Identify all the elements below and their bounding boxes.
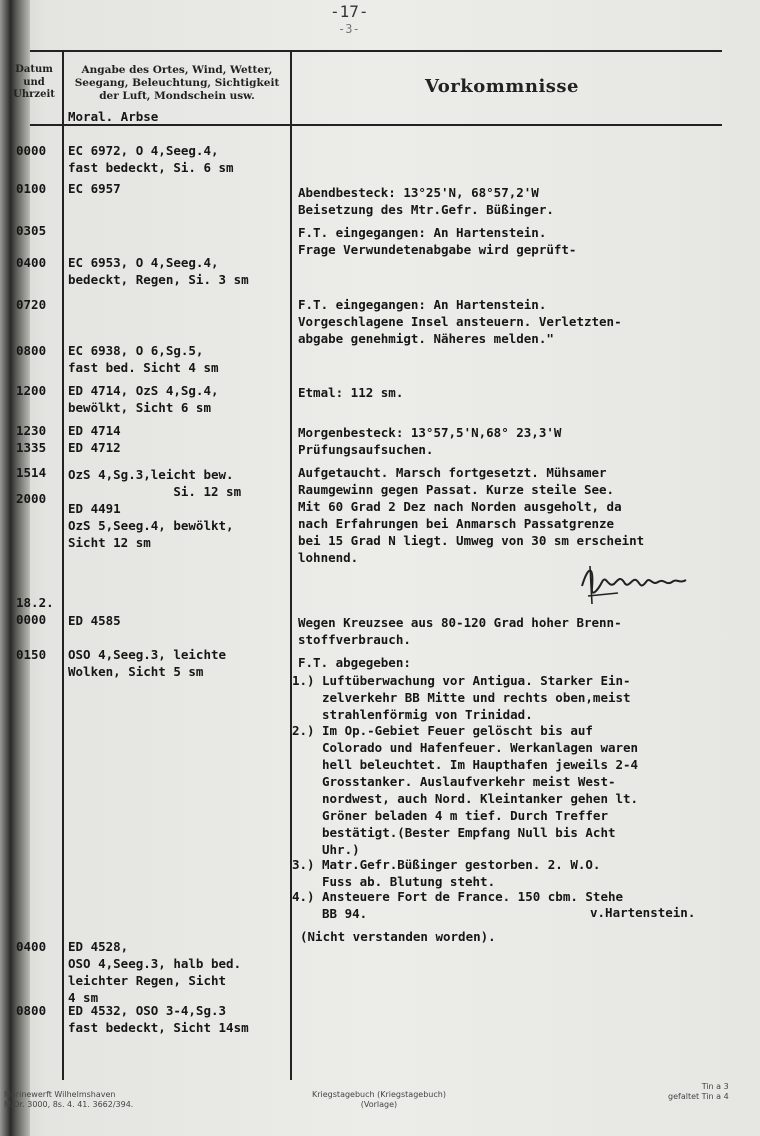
ft-item-text: Matr.Gefr.Büßinger gestorben. 2. W.O. Fuss ab. Blutung steht.	[322, 857, 601, 889]
entry-place: ED 4714, OzS 4,Sg.4, bewölkt, Sicht 6 sm	[68, 383, 219, 415]
entry-time: 1335	[16, 440, 47, 455]
ft-note: (Nicht verstanden worden).	[300, 929, 496, 944]
entry-event: Wegen Kreuzsee aus 80-120 Grad hoher Brenn- stoffverbrauch.	[298, 615, 622, 647]
entry-time: 0150	[16, 647, 47, 662]
entry-place: ED 4532, OSO 3-4,Sg.3 fast bedeckt, Sicht 14sm	[68, 1003, 249, 1035]
entry-time: 0400	[16, 939, 47, 954]
entry-place: ED 4491 OzS 5,Seeg.4, bewölkt, Sicht 12 sm	[68, 501, 234, 550]
entry-time: 0400	[16, 255, 47, 270]
entry-place: ED 4585	[68, 613, 121, 628]
entry-event: F.T. eingegangen: An Hartenstein. Vorgeschlagene Insel ansteuern. Verletzten- abgabe genehmigt. Näheres melden."	[298, 297, 622, 346]
entry-place: EC 6957	[68, 181, 121, 196]
column-divider-1	[62, 50, 64, 1080]
entry-place: EC 6938, O 6,Sg.5, fast bed. Sicht 4 sm	[68, 343, 219, 375]
ft-item-number: 4.)	[292, 889, 315, 904]
entry-event: Morgenbesteck: 13°57,5'N,68° 23,3'W	[298, 425, 562, 440]
binding-shadow	[0, 0, 30, 1136]
column-divider-2	[290, 50, 292, 1080]
ft-item-number: 2.)	[292, 723, 315, 738]
entry-place: ED 4714	[68, 423, 121, 438]
ft-signoff: v.Hartenstein.	[590, 905, 696, 920]
entry-place: ED 4528, OSO 4,Seeg.3, halb bed. leichter Regen, Sicht 4 sm	[68, 939, 242, 1005]
ft-item-number: 1.)	[292, 673, 315, 688]
ft-item-number: 3.)	[292, 857, 315, 872]
entry-time: 1230	[16, 423, 47, 438]
entry-place: EC 6972, O 4,Seeg.4, fast bedeckt, Si. 6 sm	[68, 143, 234, 175]
header-datum: Datum und Uhrzeit	[13, 64, 55, 100]
entry-time: 0720	[16, 297, 47, 312]
page-number-faint: -3-	[338, 22, 360, 36]
entry-place: EC 6953, O 4,Seeg.4, bedeckt, Regen, Si. 3 sm	[68, 255, 249, 287]
entry-event: Abendbesteck: 13°25'N, 68°57,2'W Beisetzung des Mtr.Gefr. Büßinger.	[298, 185, 554, 217]
entry-event: Prüfungsaufsuchen.	[298, 442, 434, 457]
header-vorkommnisse: Vorkommnisse	[424, 76, 580, 97]
header-angabe: Angabe des Ortes, Wind, Wetter, Seegang, Beleuchtung, Sichtigkeit der Luft, Mondschein usw.	[74, 64, 280, 103]
footer-center: Kriegstagebuch (Kriegstagebuch) (Vorlage)	[312, 1090, 446, 1109]
entry-event: Mit 60 Grad 2 Dez nach Norden ausgeholt, da nach Erfahrungen bei Anmarsch Passatgrenze bei 15 Grad N liegt. Umweg von 30 sm erscheint lohnend.	[298, 499, 645, 565]
footer-left: Marinewerft Wilhelmshaven M.Dr. 3000, 8s. 4. 41. 3662/394.	[4, 1090, 134, 1109]
signature-image	[578, 560, 690, 606]
entry-event: F.T. abgegeben:	[298, 655, 411, 670]
entry-time: 0100	[16, 181, 47, 196]
entry-event: Aufgetaucht. Marsch fortgesetzt. Mühsamer Raumgewinn gegen Passat. Kurze steile See.	[298, 465, 615, 497]
page-number: -17-	[330, 2, 369, 21]
entry-time: 0800	[16, 1003, 47, 1018]
entry-place: OSO 4,Seeg.3, leichte Wolken, Sicht 5 sm	[68, 647, 227, 679]
entry-time: 0000	[16, 143, 47, 158]
entry-time: 18.2. 0000	[16, 595, 54, 627]
header-top-rule	[30, 50, 722, 52]
entry-time: 2000	[16, 491, 47, 506]
entry-place: ED 4712	[68, 440, 121, 455]
entry-time: 1200	[16, 383, 47, 398]
ft-item-text: Im Op.-Gebiet Feuer gelöscht bis auf Colorado und Hafenfeuer. Werkanlagen waren hell beleuchtet. Im Haupthafen jeweils 2-4 Grosstanker. Auslaufverkehr meist West- nordwest, auch Nord. Kleintanker gehen lt. Gröner beladen 4 m tief. Durch Treffer bestätigt.(Bester Empfang Null bis Acht Uhr.)	[322, 723, 639, 857]
entry-time: 0800	[16, 343, 47, 358]
ft-item-text: Luftüberwachung vor Antigua. Starker Ein- zelverkehr BB Mitte und rechts oben,meist strahlenförmig von Trinidad.	[322, 673, 631, 722]
entry-event: Etmal: 112 sm.	[298, 385, 404, 400]
entry-event: F.T. eingegangen: An Hartenstein. Frage Verwundetenabgabe wird geprüft-	[298, 225, 577, 257]
footer-right: Tin a 3 gefaltet Tin a 4	[668, 1082, 729, 1101]
entry-time: 0305	[16, 223, 47, 238]
ft-item-text: Ansteuere Fort de France. 150 cbm. Stehe BB 94.	[322, 889, 624, 921]
top-note: Moral. Arbse	[68, 109, 159, 124]
entry-time: 1514	[16, 465, 47, 480]
entry-place: OzS 4,Sg.3,leicht bew. Si. 12 sm	[68, 467, 242, 499]
